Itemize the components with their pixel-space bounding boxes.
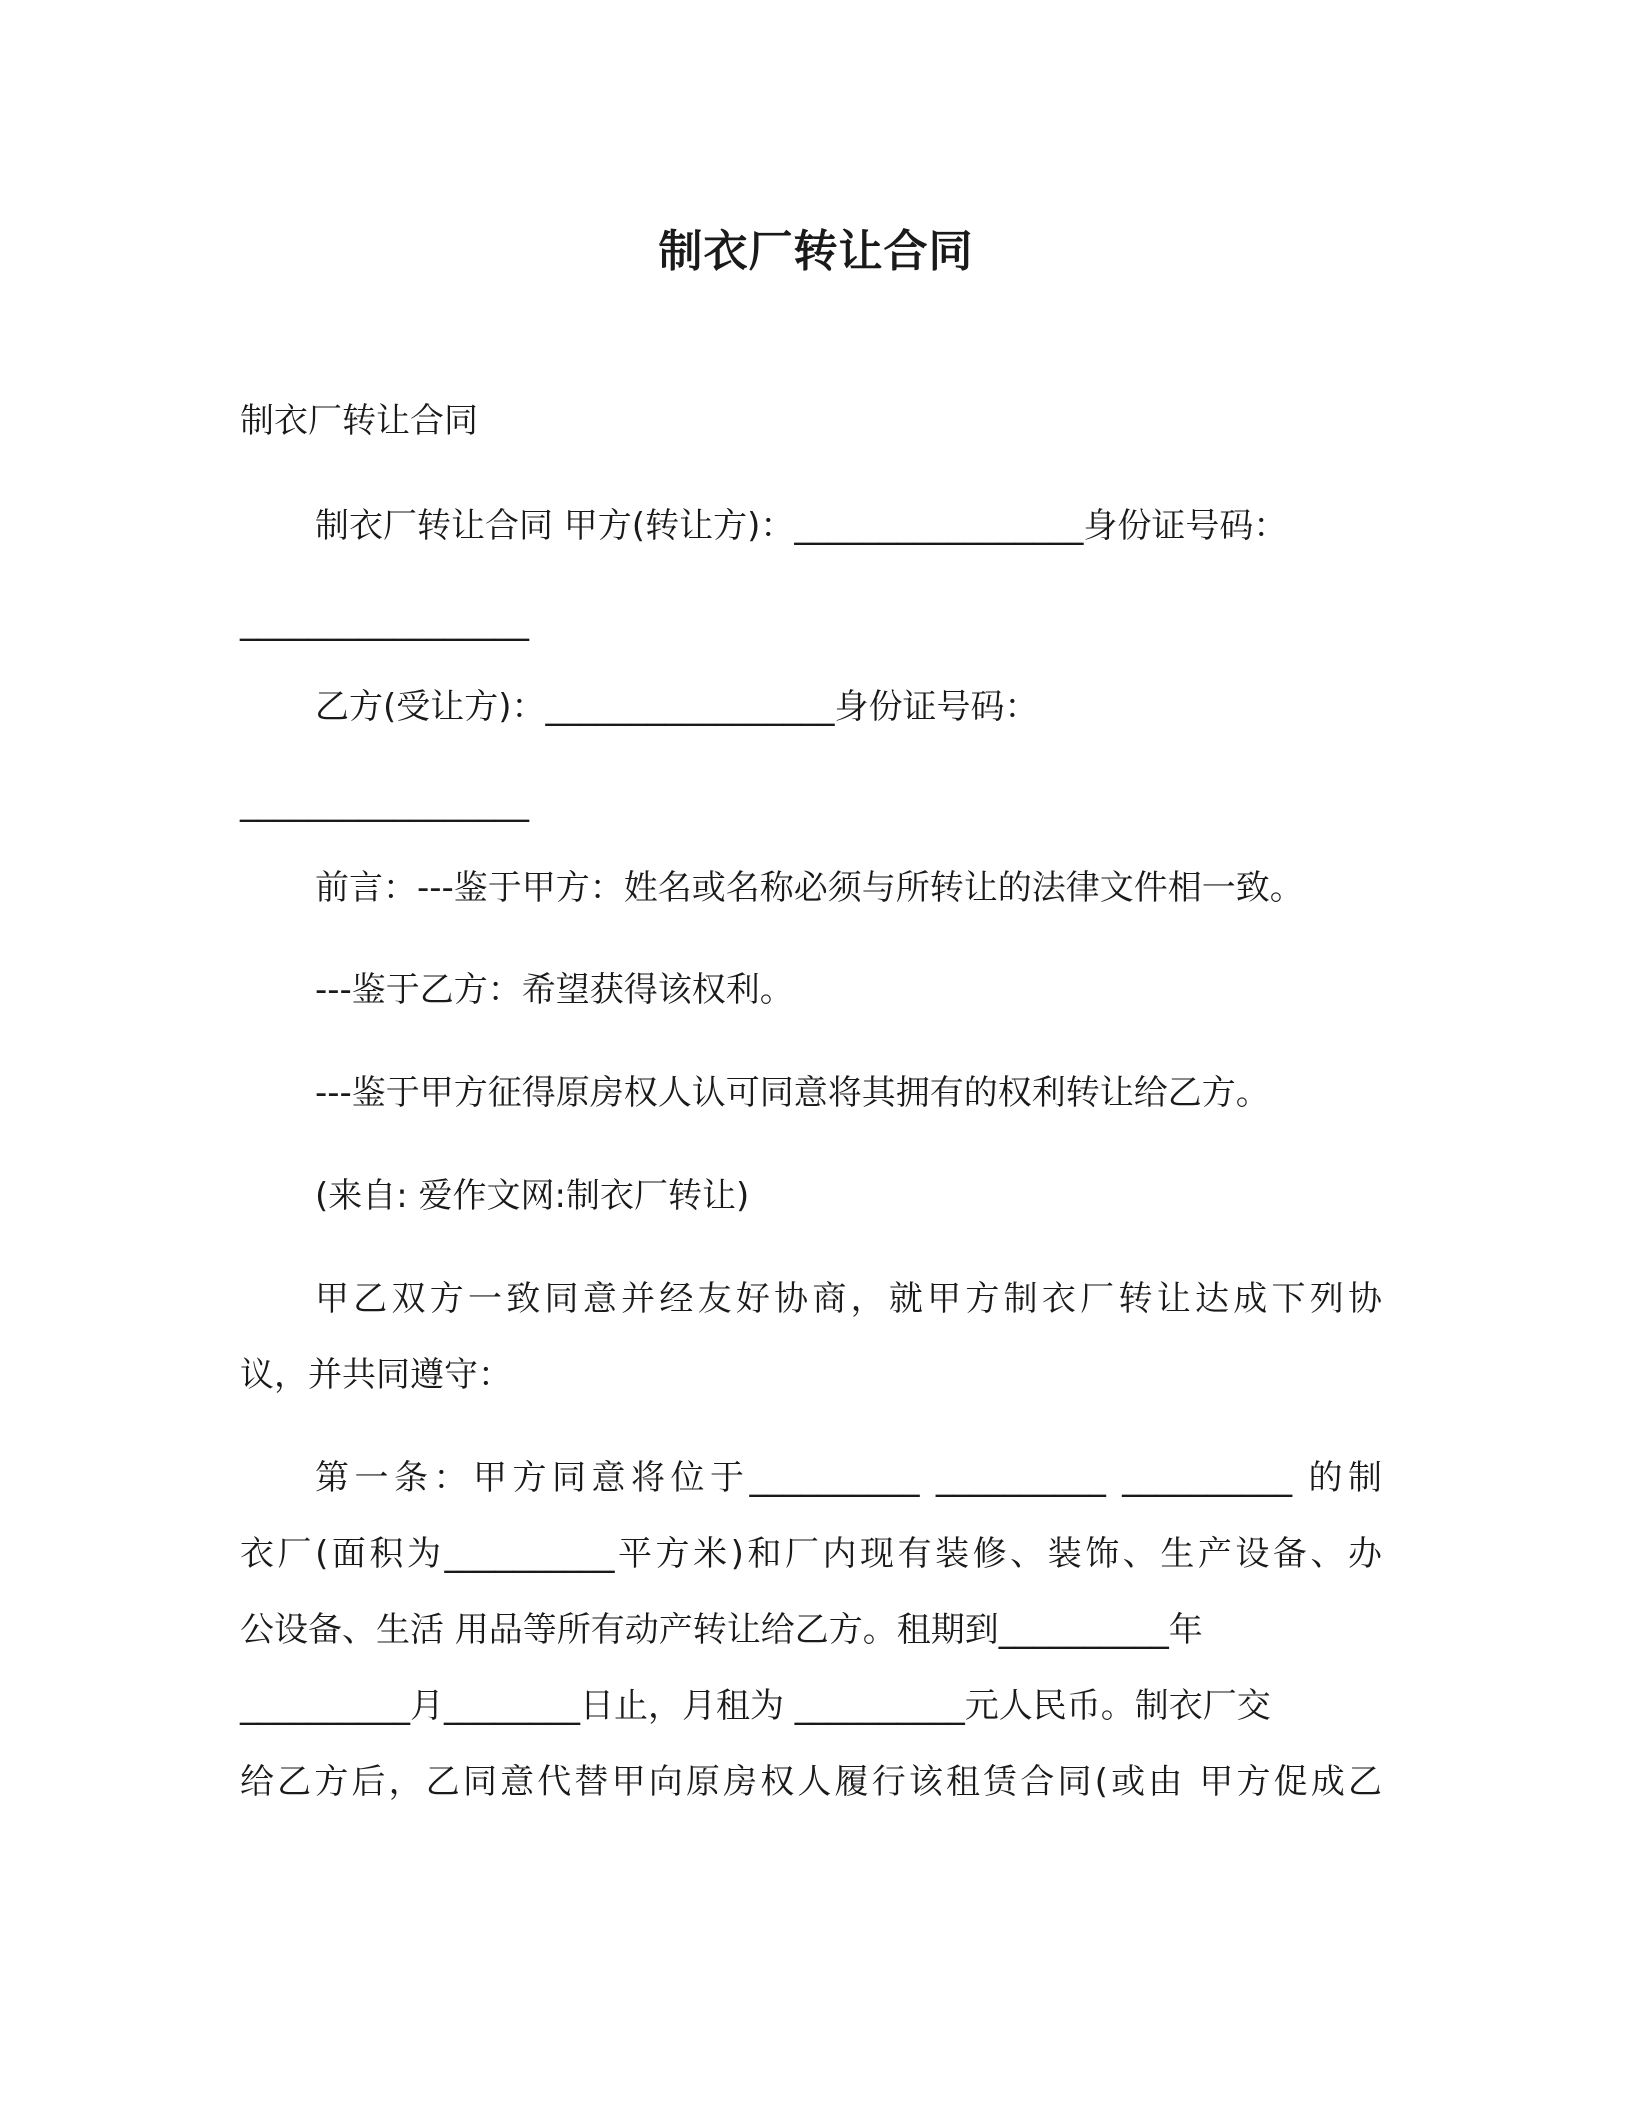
- agreement-line-1: 甲乙双方一致同意并经友好协商，就甲方制衣厂转让达成下列协: [315, 1279, 1382, 1319]
- party-b-line: 乙方(受让方)：_________________身份证号码：: [315, 687, 1039, 727]
- party-a-id-blank: _________________: [240, 602, 529, 642]
- article-1-line-4: __________月________日止，月租为 __________元人民币。制衣厂交: [240, 1686, 1271, 1726]
- recital-a-consent-line: ---鉴于甲方征得原房权人认可同意将其拥有的权利转让给乙方。: [315, 1073, 1270, 1113]
- preamble-line: 前言：---鉴于甲方：姓名或名称必须与所转让的法律文件相一致。: [315, 868, 1304, 908]
- source-line: (来自: 爱作文网:制衣厂转让): [315, 1176, 750, 1216]
- recital-b-line: ---鉴于乙方：希望获得该权利。: [315, 970, 794, 1010]
- party-b-id-blank: _________________: [240, 783, 529, 823]
- article-1-line-5: 给乙方后，乙同意代替甲向原房权人履行该租赁合同(或由 甲方促成乙: [240, 1762, 1382, 1802]
- party-a-line: 制衣厂转让合同 甲方(转让方)：_________________身份证号码：: [315, 506, 1288, 546]
- document-title: 制衣厂转让合同: [658, 226, 974, 277]
- subtitle-line: 制衣厂转让合同: [240, 401, 478, 441]
- article-1-line-1: 第一条：甲方同意将位于__________ __________ __________ 的制: [315, 1458, 1382, 1498]
- article-1-line-2: 衣厂(面积为__________平方米)和厂内现有装修、装饰、生产设备、办: [240, 1534, 1382, 1574]
- agreement-line-2: 议，并共同遵守：: [240, 1355, 512, 1395]
- article-1-line-3: 公设备、生活 用品等所有动产转让给乙方。租期到__________年: [240, 1610, 1203, 1650]
